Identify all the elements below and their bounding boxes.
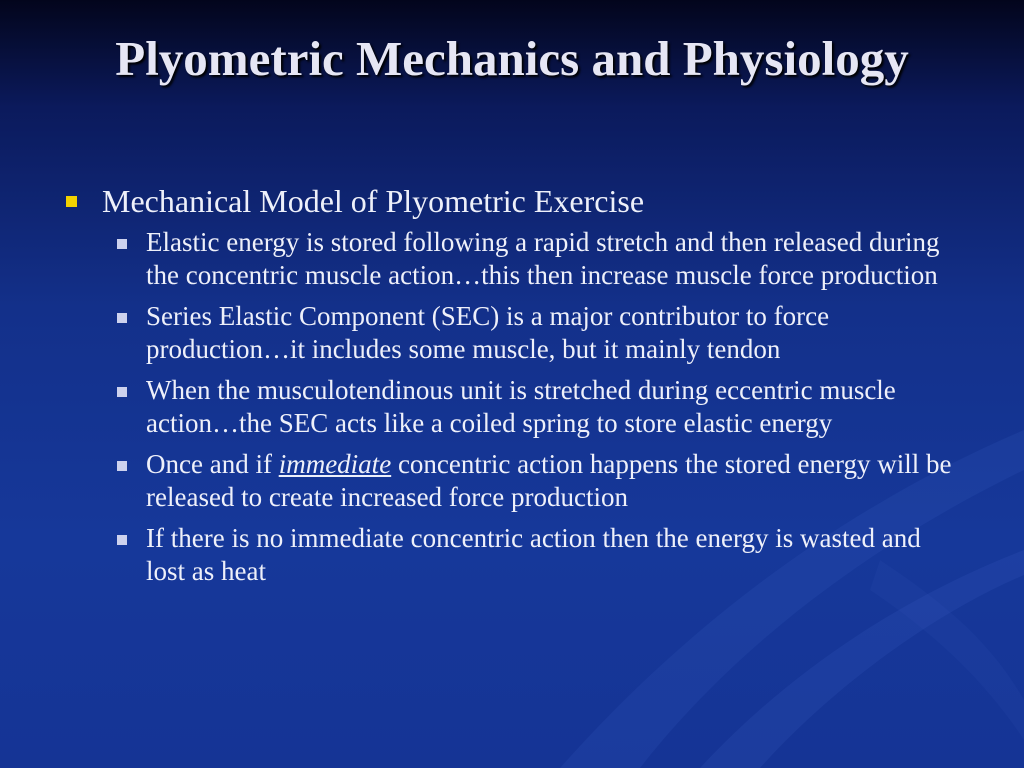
sub-bullet-text-after: concentric action happens the stored energy will be released to create increased force production	[146, 449, 952, 512]
sub-bullet-4	[60, 448, 960, 514]
square-bullet-icon	[117, 387, 127, 397]
slide-title: Plyometric Mechanics and Physiology	[115, 31, 909, 86]
square-bullet-icon	[117, 239, 127, 249]
square-bullet-icon	[117, 313, 127, 323]
sub-bullet-2	[60, 300, 960, 366]
sub-bullet-1	[60, 226, 960, 292]
sub-bullet-text: When the musculotendinous unit is stretched during eccentric muscle action…the SEC acts like a coiled spring to store elastic energy	[146, 375, 896, 438]
sub-bullet-text: Series Elastic Component (SEC) is a major contributor to force production…it includes some muscle, but it mainly tendon	[146, 301, 830, 364]
sub-bullet-5	[60, 522, 960, 588]
bullet-text: Mechanical Model of Plyometric Exercise	[102, 183, 645, 219]
square-bullet-icon	[66, 196, 77, 207]
slide-content	[60, 182, 960, 596]
sub-bullet-3	[60, 374, 960, 440]
sub-bullet-text-before: Once and if	[146, 449, 279, 479]
sub-bullet-text: Elastic energy is stored following a rapid stretch and then released during the concentric muscle action…this then increase muscle force production	[146, 227, 940, 290]
emphasis-word: immediate	[278, 449, 392, 479]
square-bullet-icon	[117, 461, 127, 471]
sub-bullet-text: If there is no immediate concentric action then the energy is wasted and lost as heat	[146, 523, 921, 586]
square-bullet-icon	[117, 535, 127, 545]
bullet-level1	[60, 182, 960, 220]
